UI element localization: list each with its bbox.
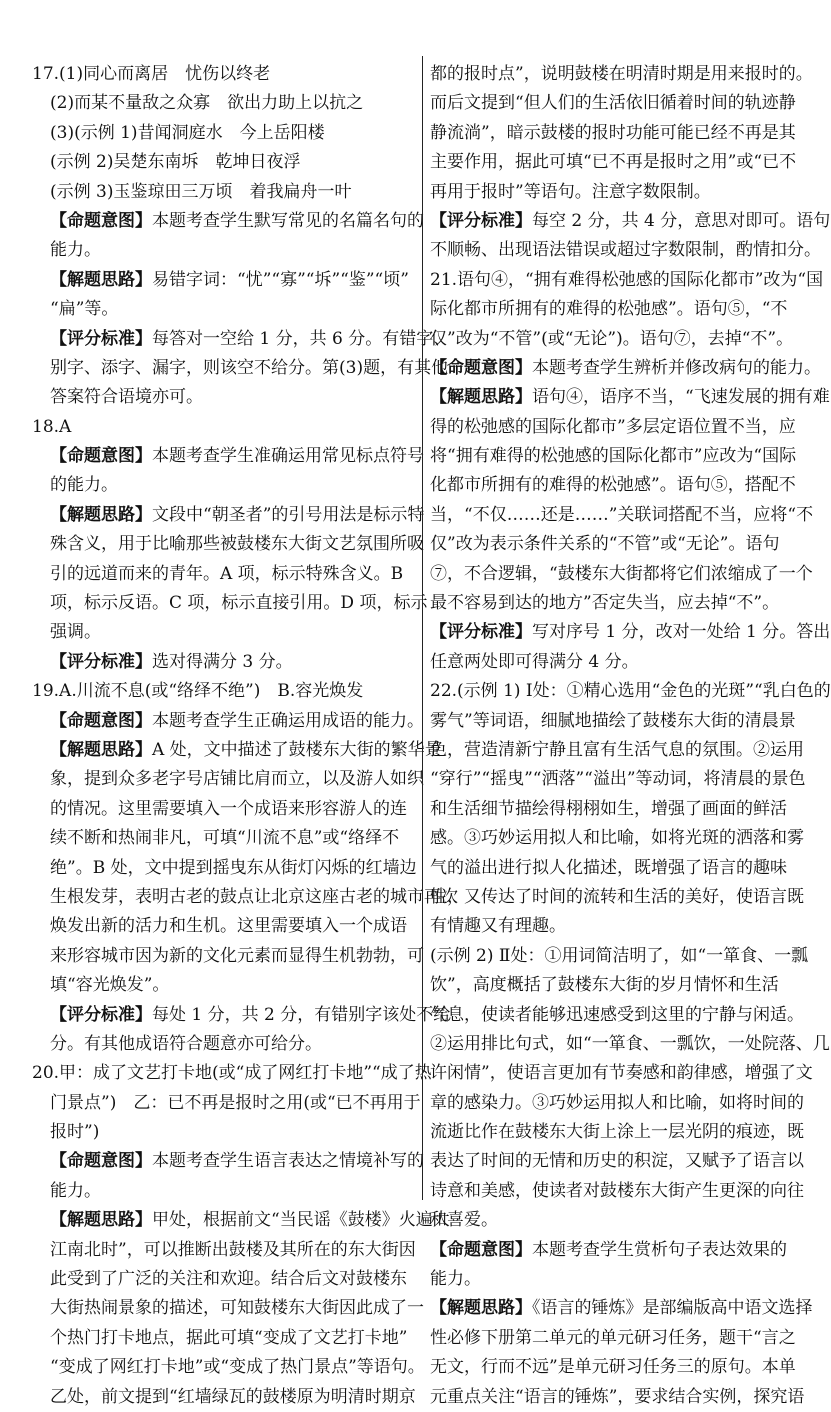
line-text: 17.(1)同心而离居 忧伤以终老 bbox=[32, 64, 271, 84]
text-line bbox=[430, 1236, 787, 1265]
line-text: 江南北时”，可以推断出鼓楼及其所在的东大街因 bbox=[50, 1239, 416, 1260]
text-line bbox=[430, 736, 804, 765]
line-text: (3)(示例 1)昔闻洞庭水 今上岳阳楼 bbox=[50, 122, 325, 143]
line-text: 感。③巧妙运用拟人和比喻，如将光斑的洒落和雾 bbox=[430, 828, 804, 849]
line-text: 主要作用，据此可填“已不再是报时之用”或“已不 bbox=[430, 152, 797, 173]
line-text: 每处 1 分，共 2 分，有错别字该处不给 bbox=[152, 1004, 451, 1025]
line-text: 的能力。 bbox=[50, 475, 118, 496]
line-text: 大街热闹景象的描述，可知鼓楼东大街因此成了一 bbox=[50, 1298, 424, 1319]
section-tag: 【解题思路】 bbox=[50, 269, 152, 290]
text-line bbox=[32, 1353, 425, 1382]
line-text: 项，标示反语。C 项，标示直接引用。D 项，标示 bbox=[50, 593, 428, 614]
line-text: 仅”改为表示条件关系的“不管”或“无论”。语句 bbox=[430, 534, 780, 555]
text-line bbox=[32, 1206, 450, 1235]
line-text: 乙处，前文提到“红墙绿瓦的鼓楼原为明清时期京 bbox=[50, 1386, 416, 1407]
line-text: 本题考查学生语言表达之情境补写的 bbox=[152, 1151, 424, 1172]
line-text: (示例 3)玉鉴琼田三万顷 着我扁舟一叶 bbox=[50, 181, 352, 202]
line-text: 《语言的锤炼》是部编版高中语文选择 bbox=[532, 1298, 813, 1319]
section-tag: 【评分标准】 bbox=[430, 210, 532, 231]
line-text: 选对得满分 3 分。 bbox=[152, 651, 293, 672]
line-text: 每空 2 分，共 4 分，意思对即可。语句 bbox=[532, 210, 831, 231]
line-text: “穿行”“摇曳”“洒落”“溢出”等动词，将清晨的景色 bbox=[430, 769, 806, 790]
line-text: 章的感染力。③巧妙运用拟人和比喻，如将时间的 bbox=[430, 1092, 804, 1113]
line-text: 的情况。这里需要填入一个成语来形容游人的连 bbox=[50, 798, 407, 819]
text-line bbox=[32, 354, 449, 383]
text-line bbox=[430, 854, 787, 883]
line-text: 甲处，根据前文“当民谣《鼓楼》火遍大 bbox=[152, 1210, 450, 1231]
text-line bbox=[430, 1353, 796, 1382]
line-text: 焕发出新的活力和生机。这里需要填入一个成语 bbox=[50, 916, 407, 937]
text-line bbox=[430, 60, 813, 89]
line-text: 分。有其他成语符合题意亦可给分。 bbox=[50, 1033, 322, 1054]
text-line bbox=[430, 648, 784, 677]
text-line bbox=[430, 325, 794, 354]
text-line bbox=[32, 119, 414, 148]
text-line bbox=[430, 1206, 784, 1235]
text-line bbox=[430, 618, 831, 647]
line-text: 语句④，语序不当，“飞速发展的拥有难 bbox=[532, 387, 830, 408]
line-text: 答案符合语境亦可。 bbox=[50, 387, 203, 408]
text-line bbox=[430, 1324, 796, 1353]
text-line bbox=[430, 471, 796, 500]
text-line bbox=[430, 883, 804, 912]
line-text: 性，又传达了时间的流转和生活的美好，使语言既 bbox=[430, 886, 804, 907]
line-text: 20.甲：成了文艺打卡地(或“成了网红打卡地”“成了热 bbox=[32, 1063, 432, 1084]
text-line bbox=[32, 677, 414, 706]
line-text: 每答对一空给 1 分，共 6 分。有错字、 bbox=[152, 328, 451, 349]
text-line bbox=[32, 89, 414, 118]
text-line bbox=[32, 1118, 414, 1147]
text-line bbox=[430, 1030, 830, 1059]
text-line bbox=[430, 148, 797, 177]
line-text: 和喜爱。 bbox=[430, 1210, 498, 1231]
line-text: 化都市所拥有的难得的松弛感”。语句⑤，搭配不 bbox=[430, 475, 796, 496]
line-text: 生根发芽，表明古老的鼓点让北京这座古老的城市再次 bbox=[50, 886, 458, 907]
line-text: 许闲情”，使语言更加有节奏感和韵律感，增强了文 bbox=[430, 1063, 813, 1084]
text-line bbox=[32, 707, 424, 736]
line-text: “变成了网红打卡地”或“变成了热门景点”等语句。 bbox=[50, 1357, 425, 1378]
line-text: 强调。 bbox=[50, 622, 101, 643]
text-line bbox=[430, 1118, 804, 1147]
text-line bbox=[32, 1294, 424, 1323]
line-text: 仅”改为“不管”(或“无论”)。语句⑦，去掉“不”。 bbox=[430, 328, 794, 349]
line-text: 易错字词：“忧”“寡”“坼”“鉴”“顷” bbox=[152, 269, 409, 290]
text-line bbox=[430, 530, 784, 559]
text-line bbox=[430, 413, 796, 442]
text-line bbox=[32, 1030, 414, 1059]
line-text: 本题考查学生正确运用成语的能力。 bbox=[152, 710, 424, 731]
line-text: ⑦，不合逻辑，“鼓楼东大街都将它们浓缩成了一个 bbox=[430, 563, 813, 584]
line-text: 诗意和美感，使读者对鼓楼东大街产生更深的向往 bbox=[430, 1180, 804, 1201]
line-text: 本题考查学生默写常见的名篇名句的 bbox=[152, 210, 424, 231]
section-tag: 【命题意图】 bbox=[430, 1239, 532, 1260]
line-text: 报时”) bbox=[50, 1122, 100, 1143]
text-line bbox=[430, 560, 813, 589]
text-line bbox=[32, 1236, 414, 1265]
section-tag: 【命题意图】 bbox=[50, 710, 152, 731]
line-text: 雾气”等词语，细腻地描绘了鼓楼东大街的清晨景 bbox=[430, 710, 796, 731]
text-line bbox=[32, 295, 414, 324]
text-line bbox=[32, 383, 414, 412]
text-line bbox=[430, 236, 821, 265]
text-line bbox=[430, 912, 784, 941]
text-line bbox=[32, 60, 414, 89]
line-text: 绝”。B 处，文中提到摇曳东从街灯闪烁的红墙边 bbox=[50, 857, 417, 878]
text-line bbox=[32, 1324, 414, 1353]
line-text: 能力。 bbox=[50, 1180, 101, 1201]
text-line bbox=[32, 824, 414, 853]
line-text: 而后文提到“但人们的生活依旧循着时间的轨迹静 bbox=[430, 93, 796, 114]
line-text: 填“容光焕发”。 bbox=[50, 975, 170, 996]
section-tag: 【解题思路】 bbox=[50, 1210, 152, 1231]
column-divider bbox=[422, 56, 423, 1200]
line-text: 19.A.川流不息(或“络绎不绝”) B.容光焕发 bbox=[32, 681, 364, 702]
line-text: 际化都市所拥有的难得的松弛感”。语句⑤，“不 bbox=[430, 299, 788, 320]
text-line bbox=[430, 589, 784, 618]
section-tag: 【解题思路】 bbox=[430, 1298, 532, 1319]
section-tag: 【解题思路】 bbox=[50, 739, 152, 760]
text-line bbox=[32, 530, 424, 559]
text-line bbox=[430, 266, 824, 295]
line-text: 当，“不仅……还是……”关联词搭配不当，应将“不 bbox=[430, 504, 814, 525]
line-text: 任意两处即可得满分 4 分。 bbox=[430, 651, 639, 672]
line-text: (2)而某不量敌之众寡 欲出力助上以抗之 bbox=[50, 93, 364, 114]
text-line bbox=[32, 413, 414, 442]
line-text: 22.(示例 1) Ⅰ处：①精心选用“金色的光斑”“乳白色的 bbox=[430, 681, 831, 702]
text-line bbox=[32, 1089, 421, 1118]
line-text: 来形容城市因为新的文化元素而显得生机勃勃，可 bbox=[50, 945, 424, 966]
text-line bbox=[430, 501, 814, 530]
text-line bbox=[430, 383, 830, 412]
text-line bbox=[430, 971, 784, 1000]
text-line bbox=[32, 1383, 414, 1412]
text-line bbox=[32, 589, 428, 618]
text-line bbox=[430, 1383, 805, 1412]
text-line bbox=[32, 971, 414, 1000]
line-text: 流逝比作在鼓楼东大街上涂上一层光阴的痕迹，既 bbox=[430, 1122, 804, 1143]
line-text: 元重点关注“语言的锤炼”，要求结合实例，探究语 bbox=[430, 1386, 805, 1407]
text-line bbox=[32, 560, 414, 589]
line-text: 能力。 bbox=[50, 240, 101, 261]
line-text: A 处，文中描述了鼓楼东大街的繁华景 bbox=[152, 739, 442, 760]
line-text: 写对序号 1 分，改对一处给 1 分。答出 bbox=[532, 622, 831, 643]
line-text: 无文，行而不远”是单元研习任务三的原句。本单 bbox=[430, 1357, 796, 1378]
text-line bbox=[32, 795, 414, 824]
section-tag: 【评分标准】 bbox=[50, 1004, 152, 1025]
line-text: 最不容易到达的地方”否定失当，应去掉“不”。 bbox=[430, 593, 780, 614]
line-text: 本题考查学生赏析句子表达效果的 bbox=[532, 1239, 787, 1260]
line-text: 都的报时点”，说明鼓楼在明清时期是用来报时的。 bbox=[430, 64, 813, 84]
text-line bbox=[430, 207, 831, 236]
section-tag: 【命题意图】 bbox=[50, 210, 152, 231]
line-text: 饮”，高度概括了鼓楼东大街的岁月情怀和生活 bbox=[430, 975, 779, 996]
line-text: 能力。 bbox=[430, 1269, 481, 1290]
right-column bbox=[430, 60, 831, 1412]
text-line bbox=[32, 1147, 424, 1176]
section-tag: 【命题意图】 bbox=[50, 446, 152, 467]
text-line bbox=[430, 795, 787, 824]
line-text: 殊含义，用于比喻那些被鼓楼东大街文艺氛围所吸 bbox=[50, 534, 424, 555]
text-line bbox=[32, 765, 424, 794]
line-text: 静流淌”，暗示鼓楼的报时功能可能已经不再是其 bbox=[430, 122, 796, 143]
text-line bbox=[32, 471, 414, 500]
line-text: 文段中“朝圣者”的引号用法是标示特 bbox=[152, 504, 425, 525]
text-line bbox=[32, 236, 414, 265]
text-line bbox=[430, 765, 806, 794]
line-text: (示例 2) Ⅱ处：①用词简洁明了，如“一箪食、一瓢 bbox=[430, 945, 809, 966]
text-line bbox=[430, 119, 796, 148]
line-text: 和生活细节描绘得栩栩如生，增强了画面的鲜活 bbox=[430, 798, 787, 819]
text-line bbox=[32, 942, 424, 971]
text-line bbox=[32, 883, 458, 912]
text-line bbox=[32, 207, 424, 236]
text-line bbox=[32, 442, 424, 471]
section-tag: 【评分标准】 bbox=[430, 622, 532, 643]
line-text: 本题考查学生辨析并修改病句的能力。 bbox=[532, 357, 821, 378]
line-text: 气息，使读者能够迅速感受到这里的宁静与闲适。 bbox=[430, 1004, 804, 1025]
line-text: 再用于报时”等语句。注意字数限制。 bbox=[430, 181, 711, 202]
text-line bbox=[430, 824, 804, 853]
section-tag: 【评分标准】 bbox=[50, 328, 152, 349]
line-text: 将“拥有难得的松弛感的国际化都市”应改为“国际 bbox=[430, 446, 797, 467]
line-text: 门景点”) 乙：已不再是报时之用(或“已不再用于 bbox=[50, 1092, 421, 1113]
line-text: “扁”等。 bbox=[50, 299, 119, 320]
text-line bbox=[32, 325, 451, 354]
section-tag: 【解题思路】 bbox=[430, 387, 532, 408]
text-line bbox=[430, 1089, 804, 1118]
text-line bbox=[430, 677, 831, 706]
text-line bbox=[430, 1177, 804, 1206]
text-line bbox=[32, 1001, 451, 1030]
line-text: 色，营造清新宁静且富有生活气息的氛围。②运用 bbox=[430, 739, 804, 760]
line-text: 有情趣又有理趣。 bbox=[430, 916, 566, 937]
text-line bbox=[32, 618, 414, 647]
text-line bbox=[32, 148, 414, 177]
line-text: 18.A bbox=[32, 416, 72, 437]
text-line bbox=[32, 1059, 432, 1088]
text-line bbox=[430, 1059, 813, 1088]
line-text: 表达了时间的无情和历史的积淀，又赋予了语言以 bbox=[430, 1151, 804, 1172]
text-line bbox=[430, 707, 796, 736]
line-text: 引的远道而来的青年。A 项，标示特殊含义。B bbox=[50, 563, 404, 584]
line-text: 不顺畅、出现语法错误或超过字数限制，酌情扣分。 bbox=[430, 240, 821, 261]
line-text: (示例 2)吴楚东南坼 乾坤日夜浮 bbox=[50, 152, 301, 173]
text-line bbox=[430, 442, 797, 471]
text-line bbox=[430, 354, 821, 383]
text-line bbox=[430, 1294, 813, 1323]
line-text: 别字、添字、漏字，则该空不给分。第(3)题，有其他 bbox=[50, 357, 449, 378]
line-text: 性必修下册第二单元的单元研习任务，题干“言之 bbox=[430, 1327, 796, 1348]
line-text: 得的松弛感的国际化都市”多层定语位置不当，应 bbox=[430, 416, 796, 437]
text-line bbox=[32, 648, 414, 677]
text-line bbox=[430, 942, 809, 971]
line-text: 此受到了广泛的关注和欢迎。结合后文对鼓楼东 bbox=[50, 1269, 407, 1290]
text-line bbox=[430, 1001, 804, 1030]
section-tag: 【评分标准】 bbox=[50, 651, 152, 672]
text-line bbox=[430, 295, 788, 324]
line-text: 个热门打卡地点，据此可填“变成了文艺打卡地” bbox=[50, 1327, 408, 1348]
text-line bbox=[430, 1147, 804, 1176]
text-line bbox=[32, 501, 425, 530]
text-line bbox=[32, 1177, 414, 1206]
text-line bbox=[430, 89, 796, 118]
line-text: 象，提到众多老字号店铺比肩而立，以及游人如织 bbox=[50, 769, 424, 790]
line-text: ②运用排比句式，如“一箪食、一瓢饮，一处院落、几 bbox=[430, 1033, 830, 1054]
line-text: 续不断和热闹非凡，可填“川流不息”或“络绎不 bbox=[50, 828, 400, 849]
line-text: 气的溢出进行拟人化描述，既增强了语言的趣味 bbox=[430, 857, 787, 878]
text-line bbox=[430, 1265, 784, 1294]
text-line bbox=[32, 178, 414, 207]
section-tag: 【命题意图】 bbox=[50, 1151, 152, 1172]
text-line bbox=[32, 266, 414, 295]
section-tag: 【命题意图】 bbox=[430, 357, 532, 378]
text-line bbox=[32, 912, 414, 941]
text-line bbox=[32, 1265, 414, 1294]
section-tag: 【解题思路】 bbox=[50, 504, 152, 525]
text-line bbox=[32, 854, 417, 883]
line-text: 21.语句④，“拥有难得松弛感的国际化都市”改为“国 bbox=[430, 269, 824, 290]
line-text: 本题考查学生准确运用常见标点符号 bbox=[152, 446, 424, 467]
text-line bbox=[32, 736, 442, 765]
left-column bbox=[32, 60, 458, 1412]
text-line bbox=[430, 178, 784, 207]
